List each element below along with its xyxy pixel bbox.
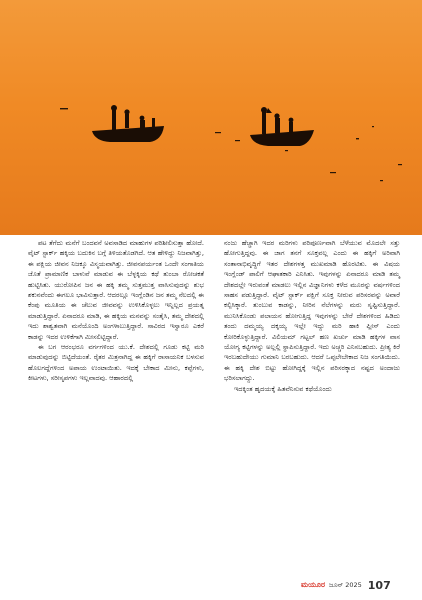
sky-background bbox=[0, 0, 422, 235]
page-number: 107 bbox=[367, 578, 391, 592]
magazine-logo: ಮಯೂರ bbox=[301, 580, 325, 589]
article-paragraph: ನಂಜು ಹೆಚ್ಚಾಗಿ ಇದರ ಮರಿಗಳು ಪರಿಪೂರ್ಣವಾಗಿ ಬೆಳೆಯುವ ಮೊದಲೇ ಸತ್ತು ಹೋಗುತ್ತಿದ್ದವು. ಈ ಜಾಗ ತನಗೆ ಸೂಕ್ತವಲ್ಲ ಎಂದು ಈ ಹಕ್ಕಿಗೆ ಅರಿವಾಗಿ ಸಂತಾನಾಭಿವೃದ್ಧಿಗೆ ಇತರ ದೇಶಗಳತ್ತ ಮುಖಮಾಡಿ ಹೊರಟಿತು. ಈ ವಿಷಯ ಇಂಗ್ಲೆಂಡ್ ಪಾಲಿಗೆ ಆಘಾತಕಾರಿ ಎನಿಸಿತು. ಇವುಗಳನ್ನು ಏನಾದರೂ ಮಾಡಿ ತಮ್ಮ ದೇಶದಲ್ಲೇ ಇರುವಂತೆ ಮಾಡಲು ಇಲ್ಲಿನ ವಿಜ್ಞಾನಿಗಳು ಕಳೆದ ಮೂರನ್ನು ವರ್ಷಗಳಿಂದ ಸಾಹಸ ಪಡುತ್ತಿದ್ದಾರೆ. ವೈಟ್ ಸ್ಟಾರ್ಕ್ ಪಕ್ಷಿಗೆ ಸೂಕ್ತ ನೀರುವ ಪರಿಸರವನ್ನು ಅವಾರೆ ಕಲ್ಪಿಸಿಕ್ಕಾರೆ. ತುಂಬುವ ಕಾಡನ್ನು, ನೀರಿನ ನೆಲೆಗಳನ್ನು ಮರು ಸೃಷ್ಟಿಸುತ್ತಿದ್ದಾರೆ. ಮುನಿಸಿಕೊಂಡು ಪಲಾಯನ ಹೋಗುತ್ತಿದ್ದ ಇವುಗಳನ್ನು ಬೇರೆ ದೇಶಗಳಿಂದ ಹಿಡಿದು ತಂದು ದಮ್ಮಯ್ಯ ದಕ್ಕಯ್ಯ ಇಲ್ಲೇ ಇದ್ದು ಮರಿ ಹಾಕಿ ಪ್ಲೀಸ್ ಎಂದು ಕೋರಿಕೊಳ್ಳುತ್ತಿದ್ದಾರೆ. ವಿಲಿಯಮ್ ಗಟ್ಟಲ್ ಹಣ ಖರ್ಚು ಮಾಡಿ ಹಕ್ಕಿಗಳ ವಾಸ ಯೋಗ್ಯ ಕಟ್ಟಿಗಳನ್ನು ಅಲ್ಲಲ್ಲಿ ಸ್ಥಾಪಿಸುತ್ತಿದ್ದಾರೆ. ಇದು ಅಚ್ಚರಿ ಎನಿಸಬಹುದು. ಪ್ರೀತ್ಯ ಕಿರೆ ಇರಬಹುದೇಯು ಗುಮಾನಿ ಬರಬಹುದು. ಆದರೆ ಒಪ್ಪಲೇಬೇಕಾದ ನಿಜ ಸಂಗತಿಯಿದು. ಈ ಹಕ್ಕಿ ದೇಶ ಬಿಟ್ಟು ಹೋಗಿದ್ದಕ್ಕೆ ಇಲ್ಲಿನ ಪರಿಸರಕ್ಕಾದ ನಷ್ಟದ ಅಂದಾಜು ಭರಿಸಲಾಗದ್ದು. bbox=[224, 239, 400, 383]
article-paragraph: ಪಟ ತೆಗೆದು ಮನೆಗೆ ಬಂದವನೆ ಅವಸಾಡಿದ ಮಾಹುಗಳ ಪರಿಶೀಲಿಸುತ್ತಾ ಹೋದೆ. ವೈಟ್ ಸ್ಟಾರ್ಕ್ ಹಕ್ಕಿಯ ಬದುಕಿನ ಬಗ್ಗೆ ತಿಳಿಯತೊಡಗಿದೆ. ಆತ ಹೇಳಿದ್ದು ನಿಜವಾಗಿತ್ತು, ಈ ಪಕ್ಷಿಯ ಜೀವನ ನಿಜಕ್ಕೂ ವಿಸ್ಮಯವಾಗಿತ್ತು. ಜೀವನಪರ್ಯಂತ ಒಂದೇ ಸಂಗಾತಿಯ ಜೊತೆ ಪ್ರಾಮಾಣಿಕ ಬಾಳುವೆ ಮಾಡುವ ಈ ಬೆಳ್ಳಕ್ಕಿಯ ಕಥೆ ತುಂಬಾ ರೋಚಕತೆ ಹುಟ್ಟಿಸಿತು. ಯುರೋಪಿನ ಜನ ಈ ಹಕ್ಕಿ ತಮ್ಮ ಸುತ್ತಮುತ್ತ ವಾಸಿಸುವುದನ್ನು ಶುಭ ಶಕುನವೆಂದು ಈಗಲೂ ಭಾವಿಸುತ್ತಾರೆ. ಆದರಲ್ಲೂ ಇಂಗ್ಲೆಂಡಿನ ಜನ ತಮ್ಮ ನೆಲದಲ್ಲಿ ಈ ಕೆಂಪು ಮೂತಿಯ ಈ ಚೆಲುವ ಜೀವವನ್ನು ಉಳಿಸಿಕೊಳ್ಳಲು ಇನ್ನಿಲ್ಲದ ಪ್ರಯತ್ನ ಮಾಡುತ್ತಿದ್ದಾರೆ. ಏನಾದರೂ ಮಾಡಿ, ಈ ಹಕ್ಕಿಯ ಮನವನ್ನು ಸಂತೈಸಿ, ತಮ್ಮ ದೇಶದಲ್ಲಿ ಇದು ಶಾಶ್ವತವಾಗಿ ಮನೆಯೊಂದಿ ಅಂಗಳಾಬುತ್ತಿದ್ದಾರೆ. ಸಾವಿರದ ಇಸ್ವಾರೂ ಎಕರೆ ಕಾಡನ್ನು ಇದರ ಉಳಿಕೆಗಾಗಿ ಮೀಸಲಿಟ್ಟಿದ್ದಾರೆ. bbox=[28, 239, 204, 341]
article-column-right bbox=[224, 238, 400, 578]
sunset-fishing-boats-photo bbox=[0, 0, 422, 235]
article-column-left bbox=[28, 238, 204, 578]
issue-date: ಜೂನ್ 2025 bbox=[328, 580, 362, 589]
article-body bbox=[28, 238, 400, 578]
page-footer bbox=[301, 577, 391, 593]
article-paragraph: ಈ ಬಗ ಆರಂಭರೂ ವರ್ಗಗಳಿಂದ ಯು.ಕೆ. ದೇಶದಲ್ಲಿ ಗೂಡು ಕಟ್ಟಿ ಮರಿ ಮಾಡುವುದನ್ನು ಬಿಟ್ಟಿದೆಯಂತೆ. ರೈತರ ಮಿತ್ರನಾಗಿದ್ದ ಈ ಹಕ್ಕಿಗೆ ರಾಸಾಯನಿಕ ಬಳಸುವ ಹೊಲಗದ್ದೆಗಳಿಂದ ಅಪಾಯ ಉಂಟಾಯಿತು. ಇದಕ್ಕೆ ಬೇಕಾದ ಮೀನು, ಕಪ್ಪೆಗಳು, ಕೀಟಗಳು, ಸರೀಸೃಪಗಳು ಇಲ್ಲವಾದವು. ಆಹಾರದಲ್ಲಿ bbox=[28, 343, 204, 383]
fishing-boats-sunset-icon bbox=[0, 0, 422, 235]
article-paragraph: ಇದಕ್ಕಿಂತ ಹೃದಯಕ್ಕೆ ಹಿತವೆನಿಸುವ ಕಥೆಯೊಂದು bbox=[234, 384, 332, 393]
